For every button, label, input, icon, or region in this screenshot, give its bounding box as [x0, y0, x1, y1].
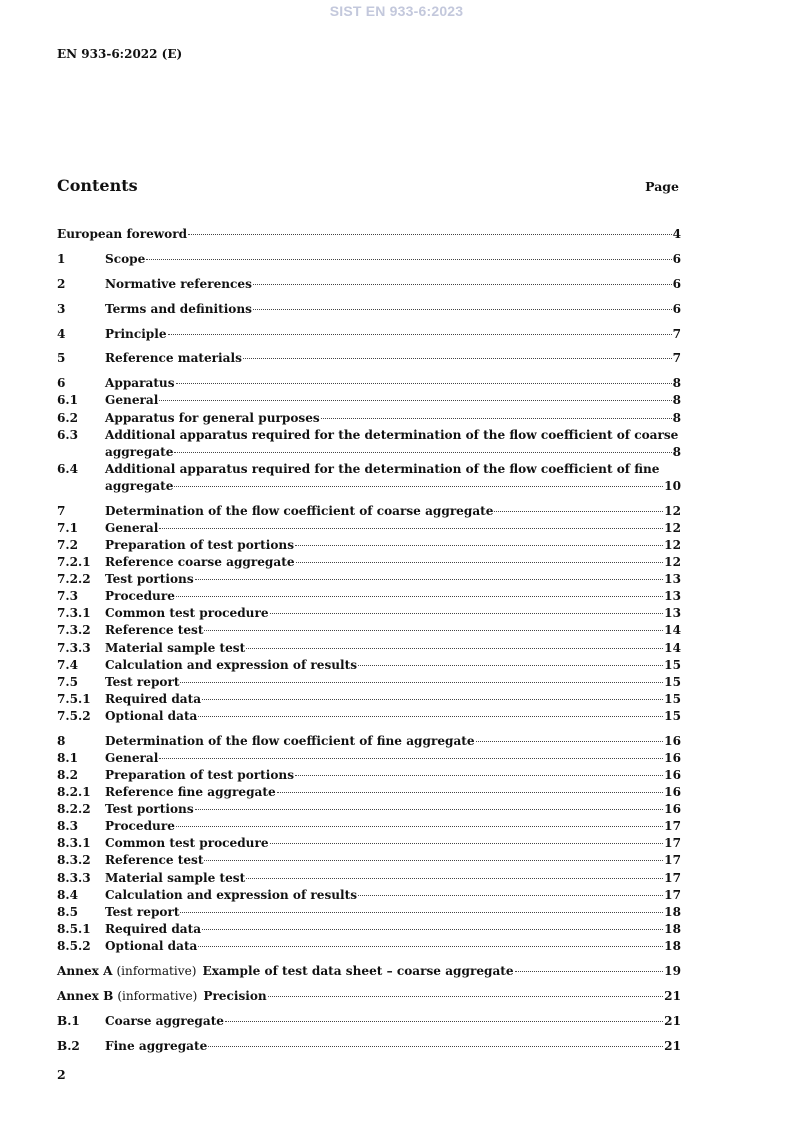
toc-entry-page: 7	[672, 351, 681, 366]
toc-entry-page: 13	[664, 572, 681, 587]
toc-entry[interactable]	[57, 461, 681, 495]
toc-entry[interactable]	[57, 691, 681, 708]
annex-label: Annex A	[57, 963, 113, 978]
toc-entry-title: Example of test data sheet – coarse aggregate	[202, 963, 514, 978]
toc-entry-title: Material sample test	[105, 640, 246, 655]
toc-entry-number: 7.2	[57, 537, 79, 552]
toc-entry-page: 8	[672, 376, 681, 391]
toc-entry-title: Determination of the flow coefficient of coarse aggregate	[105, 503, 494, 518]
toc-entry-page: 21	[664, 1038, 681, 1053]
document-id: EN 933-6:2022 (E)	[57, 47, 183, 61]
leader-dots	[295, 775, 663, 776]
toc-entry-number: 2	[57, 276, 66, 291]
toc-entry-title: Determination of the flow coefficient of fine aggregate	[105, 733, 475, 748]
toc-entry-title-line2-row	[105, 444, 681, 461]
leader-dots	[243, 358, 672, 359]
toc-entry-number: 7.3.3	[57, 640, 91, 655]
toc-entry-title: Material sample test	[105, 870, 246, 885]
toc-entry-page: 15	[664, 674, 681, 689]
toc-entry-page: 17	[664, 870, 681, 885]
footer-page-number: 2	[57, 1067, 66, 1082]
toc-entry[interactable]	[57, 657, 681, 674]
toc-entry-title: Required data	[105, 921, 202, 936]
toc-entry-page: 14	[664, 623, 681, 638]
toc-entry-page: 17	[664, 836, 681, 851]
toc-entry-title: Test report	[105, 674, 180, 689]
toc-entry-number: 8.3.1	[57, 836, 91, 851]
toc-entry-page: 13	[664, 606, 681, 621]
toc-entry-title: Apparatus for general purposes	[105, 410, 320, 425]
contents-title: Contents	[57, 176, 138, 195]
toc-entry-number: 8.2.1	[57, 785, 91, 800]
toc-entry[interactable]	[57, 801, 681, 818]
toc-entry-page: 13	[664, 589, 681, 604]
leader-dots	[208, 1046, 663, 1047]
toc-entry[interactable]	[57, 503, 681, 520]
leader-dots	[176, 596, 663, 597]
toc-entry-title-line1: Additional apparatus required for the determination of the flow coefficient of coarse	[105, 427, 679, 442]
toc-entry-title: Preparation of test portions	[105, 537, 295, 552]
toc-entry-page: 8	[672, 393, 681, 408]
leader-dots	[277, 792, 664, 793]
toc-entry-page: 17	[664, 853, 681, 868]
leader-dots	[159, 758, 663, 759]
toc-entry[interactable]	[57, 818, 681, 835]
annex-informative-tag: (informative)	[117, 988, 198, 1003]
toc-entry-title: Test portions	[105, 802, 194, 817]
toc-entry-body	[105, 461, 681, 495]
toc-entry[interactable]	[57, 326, 681, 343]
leader-dots	[159, 528, 663, 529]
leader-dots	[358, 665, 663, 666]
toc-entry-number: 8.5.1	[57, 921, 91, 936]
toc-entry[interactable]	[57, 605, 681, 622]
leader-dots	[204, 630, 663, 631]
toc-entry[interactable]	[57, 938, 681, 955]
toc-entry-number: 7.2.1	[57, 555, 91, 570]
toc-entry-title: Terms and definitions	[105, 301, 252, 316]
toc-entry-title-line2: aggregate	[105, 444, 174, 459]
toc-entry[interactable]	[57, 276, 681, 293]
toc-entry-title: Reference test	[105, 623, 204, 638]
toc-entry-title: Common test procedure	[105, 606, 269, 621]
toc-entry-number: 6	[57, 376, 66, 391]
toc-entry-number: 7.4	[57, 657, 79, 672]
leader-dots	[494, 511, 663, 512]
toc-entry-title-line2-row	[105, 478, 681, 495]
leader-dots	[180, 912, 663, 913]
leader-dots	[195, 809, 664, 810]
toc-entry[interactable]	[57, 921, 681, 938]
toc-entry-title: Scope	[105, 251, 146, 266]
leader-dots	[146, 259, 671, 260]
toc-entry-page: 18	[664, 921, 681, 936]
toc-entry-title: Procedure	[105, 589, 175, 604]
toc-entry[interactable]	[57, 1038, 681, 1055]
toc-entry-page: 15	[664, 691, 681, 706]
contents-header	[57, 176, 679, 198]
leader-dots	[204, 860, 663, 861]
toc-entry-number: B.1	[57, 1013, 80, 1028]
leader-dots	[321, 418, 672, 419]
toc-entry[interactable]	[57, 427, 681, 461]
toc-entry-page: 8	[672, 410, 681, 425]
toc-entry-page: 6	[672, 251, 681, 266]
toc-entry[interactable]	[57, 870, 681, 887]
table-of-contents	[57, 226, 681, 1055]
leader-dots	[270, 843, 664, 844]
toc-entry-number: 8.1	[57, 750, 79, 765]
toc-entry-title: Optional data	[105, 938, 198, 953]
leader-dots	[476, 741, 664, 742]
toc-entry-title: Common test procedure	[105, 836, 269, 851]
toc-entry-number: 5	[57, 351, 66, 366]
toc-entry-page: 15	[664, 657, 681, 672]
leader-dots	[188, 234, 671, 235]
toc-entry-number: 7.3	[57, 589, 79, 604]
leader-dots	[295, 545, 663, 546]
toc-entry-page: 16	[664, 802, 681, 817]
toc-entry-number: 7.5	[57, 674, 79, 689]
toc-entry-title-line2: aggregate	[105, 478, 174, 493]
toc-entry-page: 21	[664, 1013, 681, 1028]
leader-dots	[159, 400, 671, 401]
toc-entry-page: 21	[664, 988, 681, 1003]
toc-entry-number: 7.5.2	[57, 708, 91, 723]
leader-dots	[198, 716, 663, 717]
toc-entry-number: 7	[57, 503, 66, 518]
toc-entry[interactable]	[57, 1013, 681, 1030]
toc-entry-page: 16	[664, 785, 681, 800]
leader-dots	[296, 562, 664, 563]
leader-dots	[176, 826, 663, 827]
annex-informative-tag: (informative)	[116, 963, 197, 978]
leader-dots	[176, 383, 672, 384]
toc-entry-number: 8.2.2	[57, 802, 91, 817]
leader-dots	[202, 699, 663, 700]
toc-entry[interactable]	[57, 887, 681, 904]
toc-entry-number: 8.2	[57, 768, 79, 782]
toc-entry-number: 3	[57, 301, 66, 316]
toc-entry-title: Normative references	[105, 276, 252, 291]
toc-entry-number: 8.5.2	[57, 938, 91, 953]
toc-entry-number: 7.2.2	[57, 572, 91, 587]
toc-entry-number: 1	[57, 251, 66, 266]
toc-entry-page: 19	[664, 963, 681, 978]
toc-entry-page: 12	[664, 520, 681, 535]
toc-entry-number: 4	[57, 326, 66, 341]
toc-entry-number: 7.3.1	[57, 606, 91, 621]
toc-entry-title: Procedure	[105, 819, 175, 834]
toc-entry[interactable]	[57, 520, 681, 537]
leader-dots	[168, 334, 672, 335]
toc-entry-number: 7.3.2	[57, 623, 91, 638]
toc-entry-page: 17	[664, 887, 681, 902]
toc-entry[interactable]	[57, 733, 681, 750]
toc-entry-annex-b[interactable]	[57, 988, 681, 1005]
toc-entry-title-line1: Additional apparatus required for the determination of the flow coefficient of fine	[105, 461, 660, 476]
toc-entry[interactable]	[57, 835, 681, 852]
toc-entry-number: 8	[57, 733, 66, 748]
toc-entry[interactable]	[57, 588, 681, 605]
toc-entry[interactable]	[57, 640, 681, 657]
toc-entry-page: 12	[664, 503, 681, 518]
toc-entry-number: 6.1	[57, 393, 79, 408]
leader-dots	[246, 648, 663, 649]
toc-entry-page: 10	[664, 478, 681, 493]
toc-entry-title: Fine aggregate	[105, 1038, 208, 1053]
toc-entry-page: 16	[664, 750, 681, 765]
leader-dots	[174, 486, 663, 487]
leader-dots	[198, 946, 663, 947]
toc-entry-title: Calculation and expression of results	[105, 887, 358, 902]
leader-dots	[268, 996, 663, 997]
watermark: SIST EN 933-6:2023	[329, 3, 464, 19]
toc-entry[interactable]	[57, 852, 681, 869]
toc-entry-title: Test portions	[105, 572, 194, 587]
toc-entry-title: General	[105, 393, 159, 408]
toc-entry-page: 7	[672, 326, 681, 341]
toc-entry-number: 6.3	[57, 427, 79, 442]
leader-dots	[253, 284, 672, 285]
annex-label: Annex B	[57, 988, 114, 1003]
toc-entry-page: 17	[664, 819, 681, 834]
toc-entry[interactable]	[57, 784, 681, 801]
leader-dots	[246, 878, 663, 879]
toc-entry[interactable]	[57, 622, 681, 639]
toc-entry[interactable]	[57, 571, 681, 588]
toc-entry-number: 8.3	[57, 819, 79, 834]
toc-entry-title: Precision	[203, 988, 267, 1003]
toc-entry[interactable]	[57, 251, 681, 268]
toc-entry-number: B.2	[57, 1038, 80, 1053]
toc-entry[interactable]	[57, 375, 681, 392]
toc-entry-number: 8.4	[57, 887, 79, 902]
toc-entry[interactable]	[57, 392, 681, 409]
toc-entry-page: 12	[664, 537, 681, 552]
toc-entry-title: Optional data	[105, 708, 198, 723]
toc-entry-title: Required data	[105, 691, 202, 706]
toc-entry[interactable]	[57, 674, 681, 691]
toc-entry-number: 7.5.1	[57, 691, 91, 706]
toc-entry-page: 6	[672, 301, 681, 316]
toc-entry-body	[105, 427, 681, 461]
toc-entry-title: Apparatus	[105, 376, 175, 391]
toc-entry-title: Principle	[105, 326, 167, 341]
toc-entry[interactable]	[57, 708, 681, 725]
toc-entry[interactable]	[57, 904, 681, 921]
toc-entry[interactable]	[57, 350, 681, 367]
leader-dots	[270, 613, 664, 614]
page-column-header: Page	[645, 179, 679, 194]
toc-entry-page: 12	[664, 555, 681, 570]
toc-entry-title: Reference test	[105, 853, 204, 868]
leader-dots	[202, 929, 663, 930]
toc-entry-title: Test report	[105, 904, 180, 919]
toc-entry-page: 6	[672, 276, 681, 291]
toc-entry-number: 8.3.2	[57, 853, 91, 868]
toc-entry-page: 18	[664, 938, 681, 953]
toc-entry-annex-a[interactable]	[57, 963, 681, 980]
toc-entry-title: Calculation and expression of results	[105, 657, 358, 672]
toc-entry-title: Reference fine aggregate	[105, 785, 276, 800]
leader-dots	[180, 682, 663, 683]
toc-entry-title: Reference materials	[105, 351, 242, 366]
toc-entry-page: 15	[664, 708, 681, 723]
toc-entry[interactable]	[57, 410, 681, 427]
leader-dots	[174, 452, 671, 453]
toc-entry-title: General	[105, 520, 159, 535]
toc-entry-title: Coarse aggregate	[105, 1013, 225, 1028]
toc-entry-page: 16	[664, 768, 681, 782]
toc-entry-title: Preparation of test portions	[105, 768, 295, 782]
toc-entry-number: 6.4	[57, 461, 79, 476]
leader-dots	[195, 579, 664, 580]
toc-entry[interactable]	[57, 554, 681, 571]
toc-entry[interactable]	[57, 301, 681, 318]
toc-entry-title: European foreword	[57, 227, 188, 241]
toc-entry-european-foreword[interactable]	[57, 226, 681, 243]
toc-entry-page: 8	[672, 444, 681, 459]
leader-dots	[358, 895, 663, 896]
toc-entry-page: 18	[664, 904, 681, 919]
toc-entry-number: 8.3.3	[57, 870, 91, 885]
toc-entry-page: 4	[672, 227, 681, 241]
toc-entry-page: 14	[664, 640, 681, 655]
leader-dots	[225, 1021, 663, 1022]
toc-entry-title: Reference coarse aggregate	[105, 555, 295, 570]
toc-entry[interactable]	[57, 767, 681, 784]
leader-dots	[253, 309, 672, 310]
toc-entry[interactable]	[57, 537, 681, 554]
toc-entry-number: 8.5	[57, 904, 79, 919]
leader-dots	[515, 971, 664, 972]
toc-entry-number: 7.1	[57, 520, 79, 535]
toc-entry[interactable]	[57, 750, 681, 767]
toc-entry-page: 16	[664, 733, 681, 748]
toc-entry-number: 6.2	[57, 410, 79, 425]
toc-entry-title: General	[105, 750, 159, 765]
